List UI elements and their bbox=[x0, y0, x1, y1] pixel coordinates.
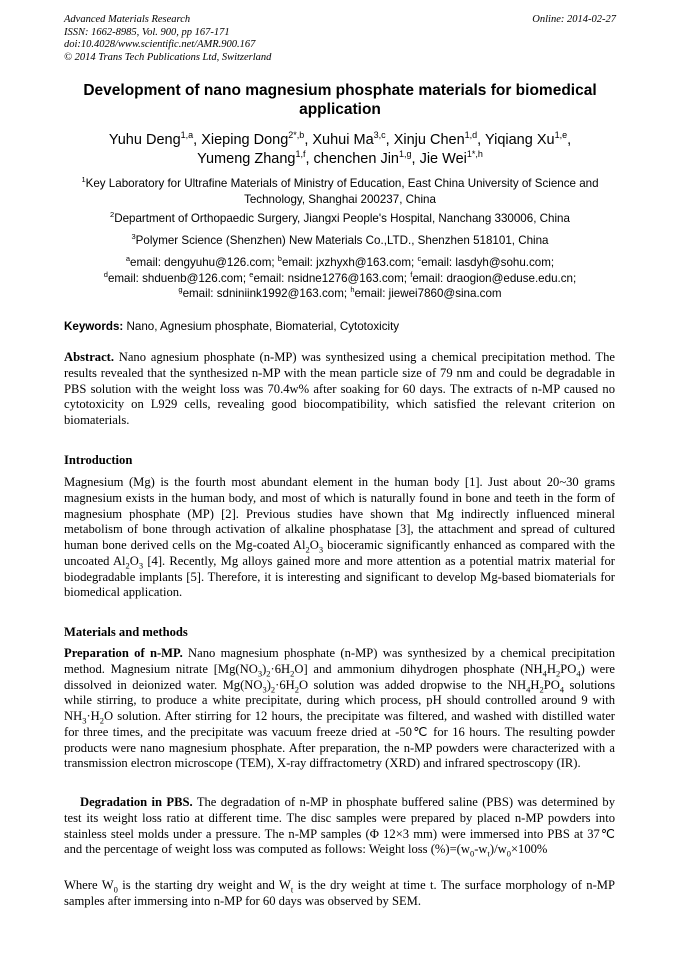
author-name: Xuhui Ma bbox=[312, 132, 374, 148]
author-name: Jie Wei bbox=[419, 151, 467, 167]
author-name: Yumeng Zhang bbox=[197, 151, 296, 167]
email-e: email: nsidne1276@163.com; bbox=[253, 271, 411, 285]
section-heading-introduction: Introduction bbox=[64, 453, 133, 467]
abstract: Abstract. Nano agnesium phosphate (n-MP) was synthesized using a chemical precipitation method. The results revealed that the synthesized n-MP with the mean particle size of 79 nm and could be degradable in PBS solution with the weight loss was 70.4w% after soaking for 60 days. The extracts of n-MP caused no cytotoxicity on L929 cells, revealing good biocompatibility, which satisfied the relevant criterion on biomaterials. bbox=[64, 350, 615, 427]
introduction-paragraph: Magnesium (Mg) is the fourth most abundant element in the human body [1]. Just about 20~30 grams magnesium exists in the human body, and most of which is naturally found in bone and teeth in the form of magnesium phosphate (MP) [2]. Previous studies have shown that Mg indirectly influenced mineral metabolism of bone through activation of alkaline phosphatase [3], the attachment and spread of cultured human bone derived cells on the Mg-coated $Al_2O_3$ bioceramic significantly enhanced as compared with the uncoated $Al_2O_3$ [4]. Recently, Mg alloys gained more and more attention as a potential matrix material for biodegradable implants [5]. Therefore, it is interesting and significant to develop Mg-based biomaterials for biomedical application. bbox=[64, 475, 615, 600]
journal-header bbox=[64, 14, 271, 64]
email-d: email: shduenb@126.com; bbox=[107, 271, 250, 285]
keywords: Keywords: Nano, Agnesium phosphate, Biomaterial, Cytotoxicity bbox=[64, 320, 400, 333]
affiliation-2: $^2$Department of Orthopaedic Surgery, Jiangxi People's Hospital, Nanchang 330006, China bbox=[110, 210, 570, 225]
author-name: Yiqiang Xu bbox=[484, 132, 555, 148]
author-list: Yuhu Deng$^{1,a}$, Xieping Dong$^{2*,b}$, Xuhui Ma$^{3,c}$, Xinju Chen$^{1,d}$, Yiqiang Xu$^{1,e}$, Yumeng Zhang$^{1,f}$, chenchen Jin$^{1,g}$, Jie Wei$^{1*,h}$ bbox=[108, 130, 572, 167]
methods-weight-definition: Where $W_0$ is the starting dry weight and $W_t$ is the dry weight at time t. The surface morphology of n-MP samples after immersing into n-MP for 60 days was observed by SEM. bbox=[64, 878, 615, 908]
affiliation-1: $^1$Key Laboratory for Ultrafine Materials of Ministry of Education, East China University of Science and Technology, Shanghai 200237, China bbox=[81, 175, 599, 206]
journal-copyright: © 2014 Trans Tech Publications Ltd, Switzerland bbox=[64, 51, 272, 63]
email-f: email: draogion@eduse.edu.cn; bbox=[412, 271, 577, 285]
email-a: email: dengyuhu@126.com; bbox=[130, 256, 278, 269]
online-date: Online: 2014-02-27 bbox=[532, 14, 616, 25]
email-list: $^a$email: dengyuhu@126.com; $^b$email: jxzhyxh@163.com; $^c$email: lasdyh@sohu.com; $^d$email: shduenb@126.com; $^e$email: nsidne1276@163.com; $^f$email: draogion@eduse.edu.cn; $^g$email: sdniniink1992@163.com; $^h$email: jiewei7860@sina.com bbox=[103, 254, 577, 300]
journal-name: Advanced Materials Research bbox=[64, 14, 191, 25]
author-name: Yuhu Deng bbox=[108, 132, 181, 148]
email-g: email: sdniniink1992@163.com; bbox=[182, 287, 351, 300]
author-name: Xinju Chen bbox=[393, 132, 465, 148]
journal-issn: ISSN: 1662-8985, Vol. 900, pp 167-171 bbox=[64, 26, 230, 38]
email-h: email: jiewei7860@sina.com bbox=[354, 287, 502, 300]
author-name: chenchen Jin bbox=[313, 151, 399, 167]
email-b: email: jxzhyxh@163.com; bbox=[281, 256, 418, 269]
journal-doi: doi:10.4028/www.scientific.net/AMR.900.167 bbox=[64, 39, 256, 50]
email-c: email: lasdyh@sohu.com; bbox=[421, 256, 555, 269]
section-heading-methods: Materials and methods bbox=[64, 625, 188, 639]
author-name: Xieping Dong bbox=[201, 132, 289, 148]
affiliation-3: $^3$Polymer Science (Shenzhen) New Materials Co.,LTD., Shenzhen 518101, China bbox=[131, 232, 549, 247]
paper-title: Development of nano magnesium phosphate materials for biomedical application bbox=[83, 82, 597, 118]
methods-degradation-paragraph: Degradation in PBS. The degradation of n-MP in phosphate buffered saline (PBS) was determined by test its weight loss ratio at different time. The disc samples were prepared by placed n-MP powders into stainless steel molds under a pressure. The n-MP samples (Φ 12×3 mm) were immersed into PBS at 37℃ and the percentage of weight loss was computed as follows: Weight loss $(\%)=(w_0-w_t)/w_0\times 100\%$ bbox=[64, 795, 615, 859]
methods-preparation-paragraph: Preparation of n-MP. Nano magnesium phosphate (n-MP) was synthesized by a chemical precipitation method. Magnesium nitrate $[Mg(NO_3)_2\cdot 6H_2O]$ and ammonium dihydrogen phosphate $(NH_4H_2PO_4)$ were dissolved in deionized water. $Mg(NO_3)_2\cdot 6H_2O$ solution was added dropwise to the $NH_4H_2PO_4$ solutions while stirring, to produce a white precipitate, during which process, pH should controlled around 9 with $NH_3\cdot H_2O$ solution. After stirring for 12 hours, the precipitate was filtered, and washed with distilled water for three times, and the precipitate was vacuum freeze dried at -50℃ for 16 hours. The resulting powder products were nano magnesium phosphate. After preparation, the n-MP powders were characterized with a transmission electron microscope (TEM), X-ray diffractometry (XRD) and infrared spectroscopy (IR). bbox=[64, 646, 615, 771]
